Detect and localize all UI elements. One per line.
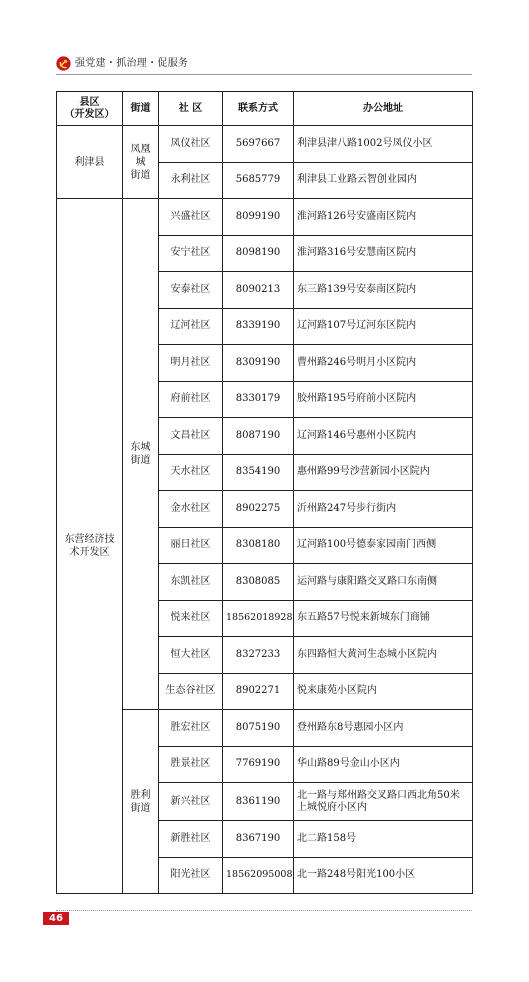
community-contact-table — [56, 91, 473, 894]
phone-cell: 18562095008 — [223, 857, 294, 894]
community-cell: 生态谷社区 — [159, 673, 223, 710]
address-cell: 北二路158号 — [294, 821, 473, 858]
phone-cell: 8309190 — [223, 345, 294, 382]
community-cell: 辽河社区 — [159, 308, 223, 345]
community-cell: 胜宏社区 — [159, 710, 223, 747]
community-cell: 安泰社区 — [159, 272, 223, 309]
community-cell: 府前社区 — [159, 381, 223, 418]
address-cell: 胶州路195号府前小区院内 — [294, 381, 473, 418]
phone-cell: 18562018928 — [223, 600, 294, 637]
phone-cell: 8339190 — [223, 308, 294, 345]
phone-cell: 5685779 — [223, 162, 294, 199]
table-body — [57, 126, 473, 894]
address-cell: 曹州路246号明月小区院内 — [294, 345, 473, 382]
party-emblem-icon — [56, 56, 71, 71]
community-cell: 安宁社区 — [159, 235, 223, 272]
phone-cell: 5697667 — [223, 126, 294, 163]
footer-divider — [56, 910, 472, 911]
community-cell: 金水社区 — [159, 491, 223, 528]
header-slogan: 强党建・抓治理・促服务 — [75, 58, 189, 69]
community-cell: 永利社区 — [159, 162, 223, 199]
column-header-address: 办公地址 — [294, 92, 473, 126]
phone-cell: 8087190 — [223, 418, 294, 455]
community-cell: 新兴社区 — [159, 783, 223, 821]
community-cell: 凤仪社区 — [159, 126, 223, 163]
phone-cell: 8902271 — [223, 673, 294, 710]
table-header-row — [57, 92, 473, 126]
community-cell: 天水社区 — [159, 454, 223, 491]
address-cell: 东五路57号悦来新城东门商铺 — [294, 600, 473, 637]
community-cell: 丽日社区 — [159, 527, 223, 564]
header-divider — [56, 74, 472, 75]
address-cell: 利津县工业路云智创业园内 — [294, 162, 473, 199]
street-cell: 凤凰城 街道 — [123, 126, 159, 199]
address-cell: 运河路与康阳路交叉路口东南侧 — [294, 564, 473, 601]
page-number: 46 — [43, 912, 69, 925]
table-row — [57, 126, 473, 163]
address-cell: 登州路东8号惠园小区内 — [294, 710, 473, 747]
phone-cell: 8099190 — [223, 199, 294, 236]
phone-cell: 8075190 — [223, 710, 294, 747]
column-header-phone: 联系方式 — [223, 92, 294, 126]
address-cell: 悦来康苑小区院内 — [294, 673, 473, 710]
community-cell: 明月社区 — [159, 345, 223, 382]
address-cell: 淮河路316号安慧南区院内 — [294, 235, 473, 272]
phone-cell: 8090213 — [223, 272, 294, 309]
column-header-street: 街道 — [123, 92, 159, 126]
community-cell: 东凯社区 — [159, 564, 223, 601]
phone-cell: 8308085 — [223, 564, 294, 601]
phone-cell: 8327233 — [223, 637, 294, 674]
community-cell: 悦来社区 — [159, 600, 223, 637]
column-header-county: 县区 （开发区） — [57, 92, 123, 126]
community-cell: 文昌社区 — [159, 418, 223, 455]
page-header — [56, 56, 472, 72]
street-cell: 东城 街道 — [123, 199, 159, 710]
table-row — [57, 199, 473, 236]
phone-cell: 8367190 — [223, 821, 294, 858]
phone-cell: 8098190 — [223, 235, 294, 272]
county-cell: 利津县 — [57, 126, 123, 199]
county-cell: 东营经济技 术开发区 — [57, 199, 123, 894]
phone-cell: 8308180 — [223, 527, 294, 564]
community-cell: 新胜社区 — [159, 821, 223, 858]
address-cell: 辽河路146号惠州小区院内 — [294, 418, 473, 455]
address-cell: 惠州路99号沙营新园小区院内 — [294, 454, 473, 491]
phone-cell: 8330179 — [223, 381, 294, 418]
community-cell: 恒大社区 — [159, 637, 223, 674]
address-cell: 利津县津八路1002号凤仪小区 — [294, 126, 473, 163]
phone-cell: 8354190 — [223, 454, 294, 491]
phone-cell: 8361190 — [223, 783, 294, 821]
community-cell: 胜景社区 — [159, 746, 223, 783]
address-cell: 辽河路107号辽河东区院内 — [294, 308, 473, 345]
street-cell: 胜利 街道 — [123, 710, 159, 894]
address-cell: 北一路248号阳光100小区 — [294, 857, 473, 894]
address-cell: 华山路89号金山小区内 — [294, 746, 473, 783]
community-cell: 阳光社区 — [159, 857, 223, 894]
address-cell: 北一路与郑州路交叉路口西北角50米上城悦府小区内 — [294, 783, 473, 821]
community-cell: 兴盛社区 — [159, 199, 223, 236]
address-cell: 东四路恒大黄河生态城小区院内 — [294, 637, 473, 674]
column-header-community: 社 区 — [159, 92, 223, 126]
phone-cell: 7769190 — [223, 746, 294, 783]
address-cell: 淮河路126号安盛南区院内 — [294, 199, 473, 236]
address-cell: 辽河路100号德泰家园南门西侧 — [294, 527, 473, 564]
address-cell: 沂州路247号步行街内 — [294, 491, 473, 528]
address-cell: 东三路139号安泰南区院内 — [294, 272, 473, 309]
phone-cell: 8902275 — [223, 491, 294, 528]
